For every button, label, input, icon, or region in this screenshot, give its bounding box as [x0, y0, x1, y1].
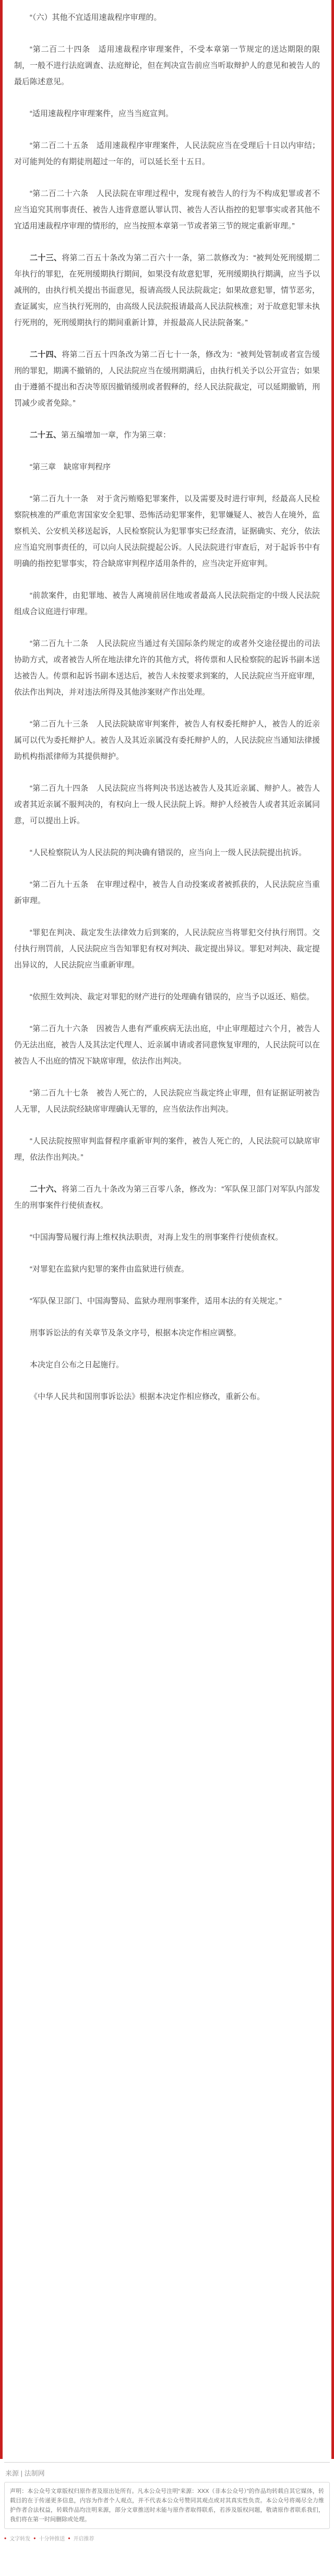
- paragraph-text: “罪犯在判决、裁定发生法律效力后到案的，人民法院应当将罪犯交付执行刑罚。交付执行刑罚前，人民法院应当告知罪犯有权对判决、裁定提出异议。罪犯对判决、裁定提出异议的，人民法院应当重新审理。: [14, 928, 320, 969]
- bullet-icon: •: [33, 2534, 36, 2542]
- article-paragraph: [14, 346, 320, 411]
- article-paragraph: [14, 1085, 320, 1117]
- paragraph-text: “人民检察院认为人民法院的判决确有错误的，应当向上一级人民法院提出抗诉。: [30, 848, 306, 857]
- paragraph-text: “第二百九十七条 被告人死亡的，人民法院应当裁定终止审理，但有证据证明被告人无罪，人民法院经缺席审理确认无罪的，应当依法作出判决。: [14, 1089, 320, 1114]
- article-paragraph: [14, 1181, 320, 1214]
- article-paragraph: [14, 845, 320, 861]
- article-paragraph: [14, 491, 320, 572]
- article-paragraph: [14, 716, 320, 765]
- paragraph-text: “对罪犯在监狱内犯罪的案件由监狱进行侦查。: [30, 1265, 189, 1274]
- paragraph-text: “第二百二十六条 人民法院在审理过程中，发现有被告人的行为不构成犯罪或者不应当追究其刑事责任、被告人违背意愿认罪认罚、被告人否认指控的犯罪事实或者其他不宜适用速裁程序审理的情形的，应当按照本章第一节或者第三节的规定重新审理。”: [14, 189, 320, 230]
- paragraph-text: 第五编增加一章，作为第三章：: [61, 431, 171, 440]
- section-number: 二十六、: [30, 1185, 62, 1194]
- paragraph-text: 本决定自公布之日起施行。: [30, 1360, 124, 1369]
- article-paragraph: [14, 1021, 320, 1069]
- article-footer: [0, 2459, 334, 2576]
- article-paragraph: [14, 1389, 320, 1405]
- paragraph-text: 将第二百九十条改为第三百零八条，修改为：“军队保卫部门对军队内部发生的刑事案件行使侦查权。: [14, 1185, 320, 1210]
- article-paragraph: [14, 106, 320, 122]
- paragraph-text: 将第二百五十四条改为第二百七十一条，修改为：“被判处管制或者宣告缓刑的罪犯，期满不撤销的，人民法院应当在缓刑期满后，由执行机关予以公开宣告；如果由于遵循不提出和否决等原因撤销缓刑或者假释的，经人民法院裁定，可以延期撤销，刑罚减少或者免除。”: [14, 350, 320, 408]
- paragraph-text: “第二百九十六条 因被告人患有严重疾病无法出庭，中止审理超过六个月，被告人仍无法出庭，被告人及其法定代理人、近亲属申请或者同意恢复审理的，人民法院可以在被告人不出庭的情况下缺席审理，依法作出判决。: [14, 1024, 320, 1066]
- article-paragraph: [14, 427, 320, 443]
- article-paragraph: [14, 459, 320, 475]
- article-paragraph: [14, 1261, 320, 1277]
- article-paragraph: [14, 1293, 320, 1309]
- paragraph-text: 《中华人民共和国刑事诉讼法》根据本决定作相应修改，重新公布。: [30, 1392, 265, 1401]
- article-paragraph: [14, 186, 320, 234]
- paragraph-text: “前款案件，由犯罪地、被告人离境前居住地或者最高人民法院指定的中级人民法院组成合议庭进行审理。: [14, 591, 320, 616]
- paragraph-text: “人民法院按照审判监督程序重新审判的案件，被告人死亡的，人民法院可以缺席审理，依法作出判决。”: [14, 1137, 320, 1162]
- article-paragraph: [14, 1133, 320, 1165]
- section-number: 二十五、: [30, 431, 62, 440]
- paragraph-text: 将第二百五十条改为第二百六十一条，第二款修改为：“被判处死刑缓期二年执行的罪犯，在死刑缓期执行期间，如果没有故意犯罪，死刑缓期执行期满，应当予以减刑的，由执行机关提出书面意见，报请高级人民法院裁定；如果故意犯罪，情节恶劣，查证属实，应当执行死刑的，由高级人民法院报请最高人民法院核准；对于故意犯罪未执行死刑的，死刑缓期执行的期间重新计算，并报最高人民法院备案。”: [14, 253, 320, 327]
- article-paragraph: [14, 636, 320, 700]
- article-paragraph: [14, 989, 320, 1005]
- article-paragraph: [14, 137, 320, 170]
- paragraph-text: “第三章 缺席审判程序: [30, 463, 111, 471]
- article-paragraph: [14, 9, 320, 26]
- paragraph-text: “中国海警局履行海上维权执法职责，对海上发生的刑事案件行使侦查权。: [30, 1233, 283, 1242]
- paragraph-text: “依照生效判决、裁定对罪犯的财产进行的处理确有错误的，应当予以返还、赔偿。: [30, 992, 314, 1001]
- footer-toolbar: [4, 2534, 330, 2542]
- paragraph-text: “第二百九十五条 在审理过程中，被告人自动投案或者被抓获的，人民法院应当重新审理。: [14, 880, 320, 905]
- article-paragraph: [14, 250, 320, 331]
- article-paragraph: [14, 876, 320, 909]
- toolbar-item[interactable]: 开启推荐: [73, 2536, 94, 2542]
- paragraph-text: “第二百二十四条 适用速裁程序审理案件，不受本章第一节规定的送达期限的限制，一般不进行法庭调查、法庭辩论，但在判决宣告前应当听取辩护人的意见和被告人的最后陈述意见。: [14, 45, 320, 86]
- source-line: 来源 | 法制网: [4, 2462, 330, 2482]
- section-number: 二十四、: [30, 350, 62, 359]
- paragraph-text: “第二百九十四条 人民法院应当将判决书送达被告人及其近亲属、辩护人。被告人或者其近亲属不服判决的，有权向上一级人民法院上诉。辩护人经被告人或者其近亲属同意，可以提出上诉。: [14, 784, 320, 825]
- article-paragraph: [14, 1325, 320, 1341]
- paragraph-text: “（六）其他不宜适用速裁程序审理的。: [30, 13, 162, 22]
- paragraph-text: “第二百九十三条 人民法院缺席审判案件，被告人有权委托辩护人，被告人的近亲属可以代为委托辩护人。被告人及其近亲属没有委托辩护人的，人民法院应当通知法律援助机构指派律师为其提供辩护。: [14, 720, 320, 761]
- article-paragraph: [14, 1357, 320, 1373]
- article-paragraph: [14, 780, 320, 829]
- article-paragraph: [14, 925, 320, 973]
- copyright-statement: 声明：本公众号文章版权归原作者及原出处所有。凡本公众号注明“来源：XXX（非本公众号）”的作品均转载自其它媒体，转载目的在于传递更多信息，内容为作者个人观点，并不代表本公众号赞同其观点或对其真实性负责。本公众号将竭尽全力维护作者合法权益，转载作品均注明来源，部分文章推送时未能与原作者取得联系，若涉及版权问题，敬请原作者联系我们，我们将在第一时间删除或处理。: [4, 2482, 330, 2529]
- paragraph-text: 刑事诉讼法的有关章节及条文序号，根据本决定作相应调整。: [30, 1329, 242, 1337]
- article-paragraph: [14, 587, 320, 620]
- paragraph-text: “第二百二十五条 适用速裁程序审理案件，人民法院应当在受理后十日以内审结；对可能判处的有期徒刑超过一年的，可以延长至十五日。: [14, 141, 320, 166]
- bullet-icon: •: [4, 2534, 7, 2542]
- paragraph-text: “军队保卫部门、中国海警局、监狱办理刑事案件，适用本法的有关规定。”: [30, 1297, 282, 1306]
- article-paragraph: [14, 41, 320, 90]
- paragraph-text: “适用速裁程序审理案件，应当当庭宣判。: [30, 109, 173, 118]
- paragraph-text: “第二百九十一条 对于贪污贿赂犯罪案件，以及需要及时进行审判，经最高人民检察院核准的严重危害国家安全犯罪、恐怖活动犯罪案件，犯罪嫌疑人、被告人在境外，监察机关、公安机关移送起诉，人民检察院认为犯罪事实已经查清，证据确实、充分，依法应当追究刑事责任的，可以向人民法院提起公诉。人民法院进行审查后，对于起诉书中有明确的指控犯罪事实，符合缺席审判程序适用条件的，应当决定开庭审判。: [14, 494, 320, 568]
- toolbar-item[interactable]: 文字转发: [9, 2536, 31, 2542]
- bullet-icon: •: [68, 2534, 70, 2542]
- article-paragraph: [14, 1229, 320, 1245]
- section-number: 二十三、: [30, 253, 62, 262]
- paragraph-text: “第二百九十二条 人民法院应当通过有关国际条约规定的或者外交途径提出的司法协助方式，或者被告人所在地法律允许的其他方式，将传票和人民检察院的起诉书副本送达被告人。传票和起诉书副本送达后，被告人未按要求到案的，人民法院应当开庭审理，依法作出判决，并对违法所得及其他涉案财产作出处理。: [14, 639, 320, 697]
- toolbar-item[interactable]: 十分钟推送: [39, 2536, 65, 2542]
